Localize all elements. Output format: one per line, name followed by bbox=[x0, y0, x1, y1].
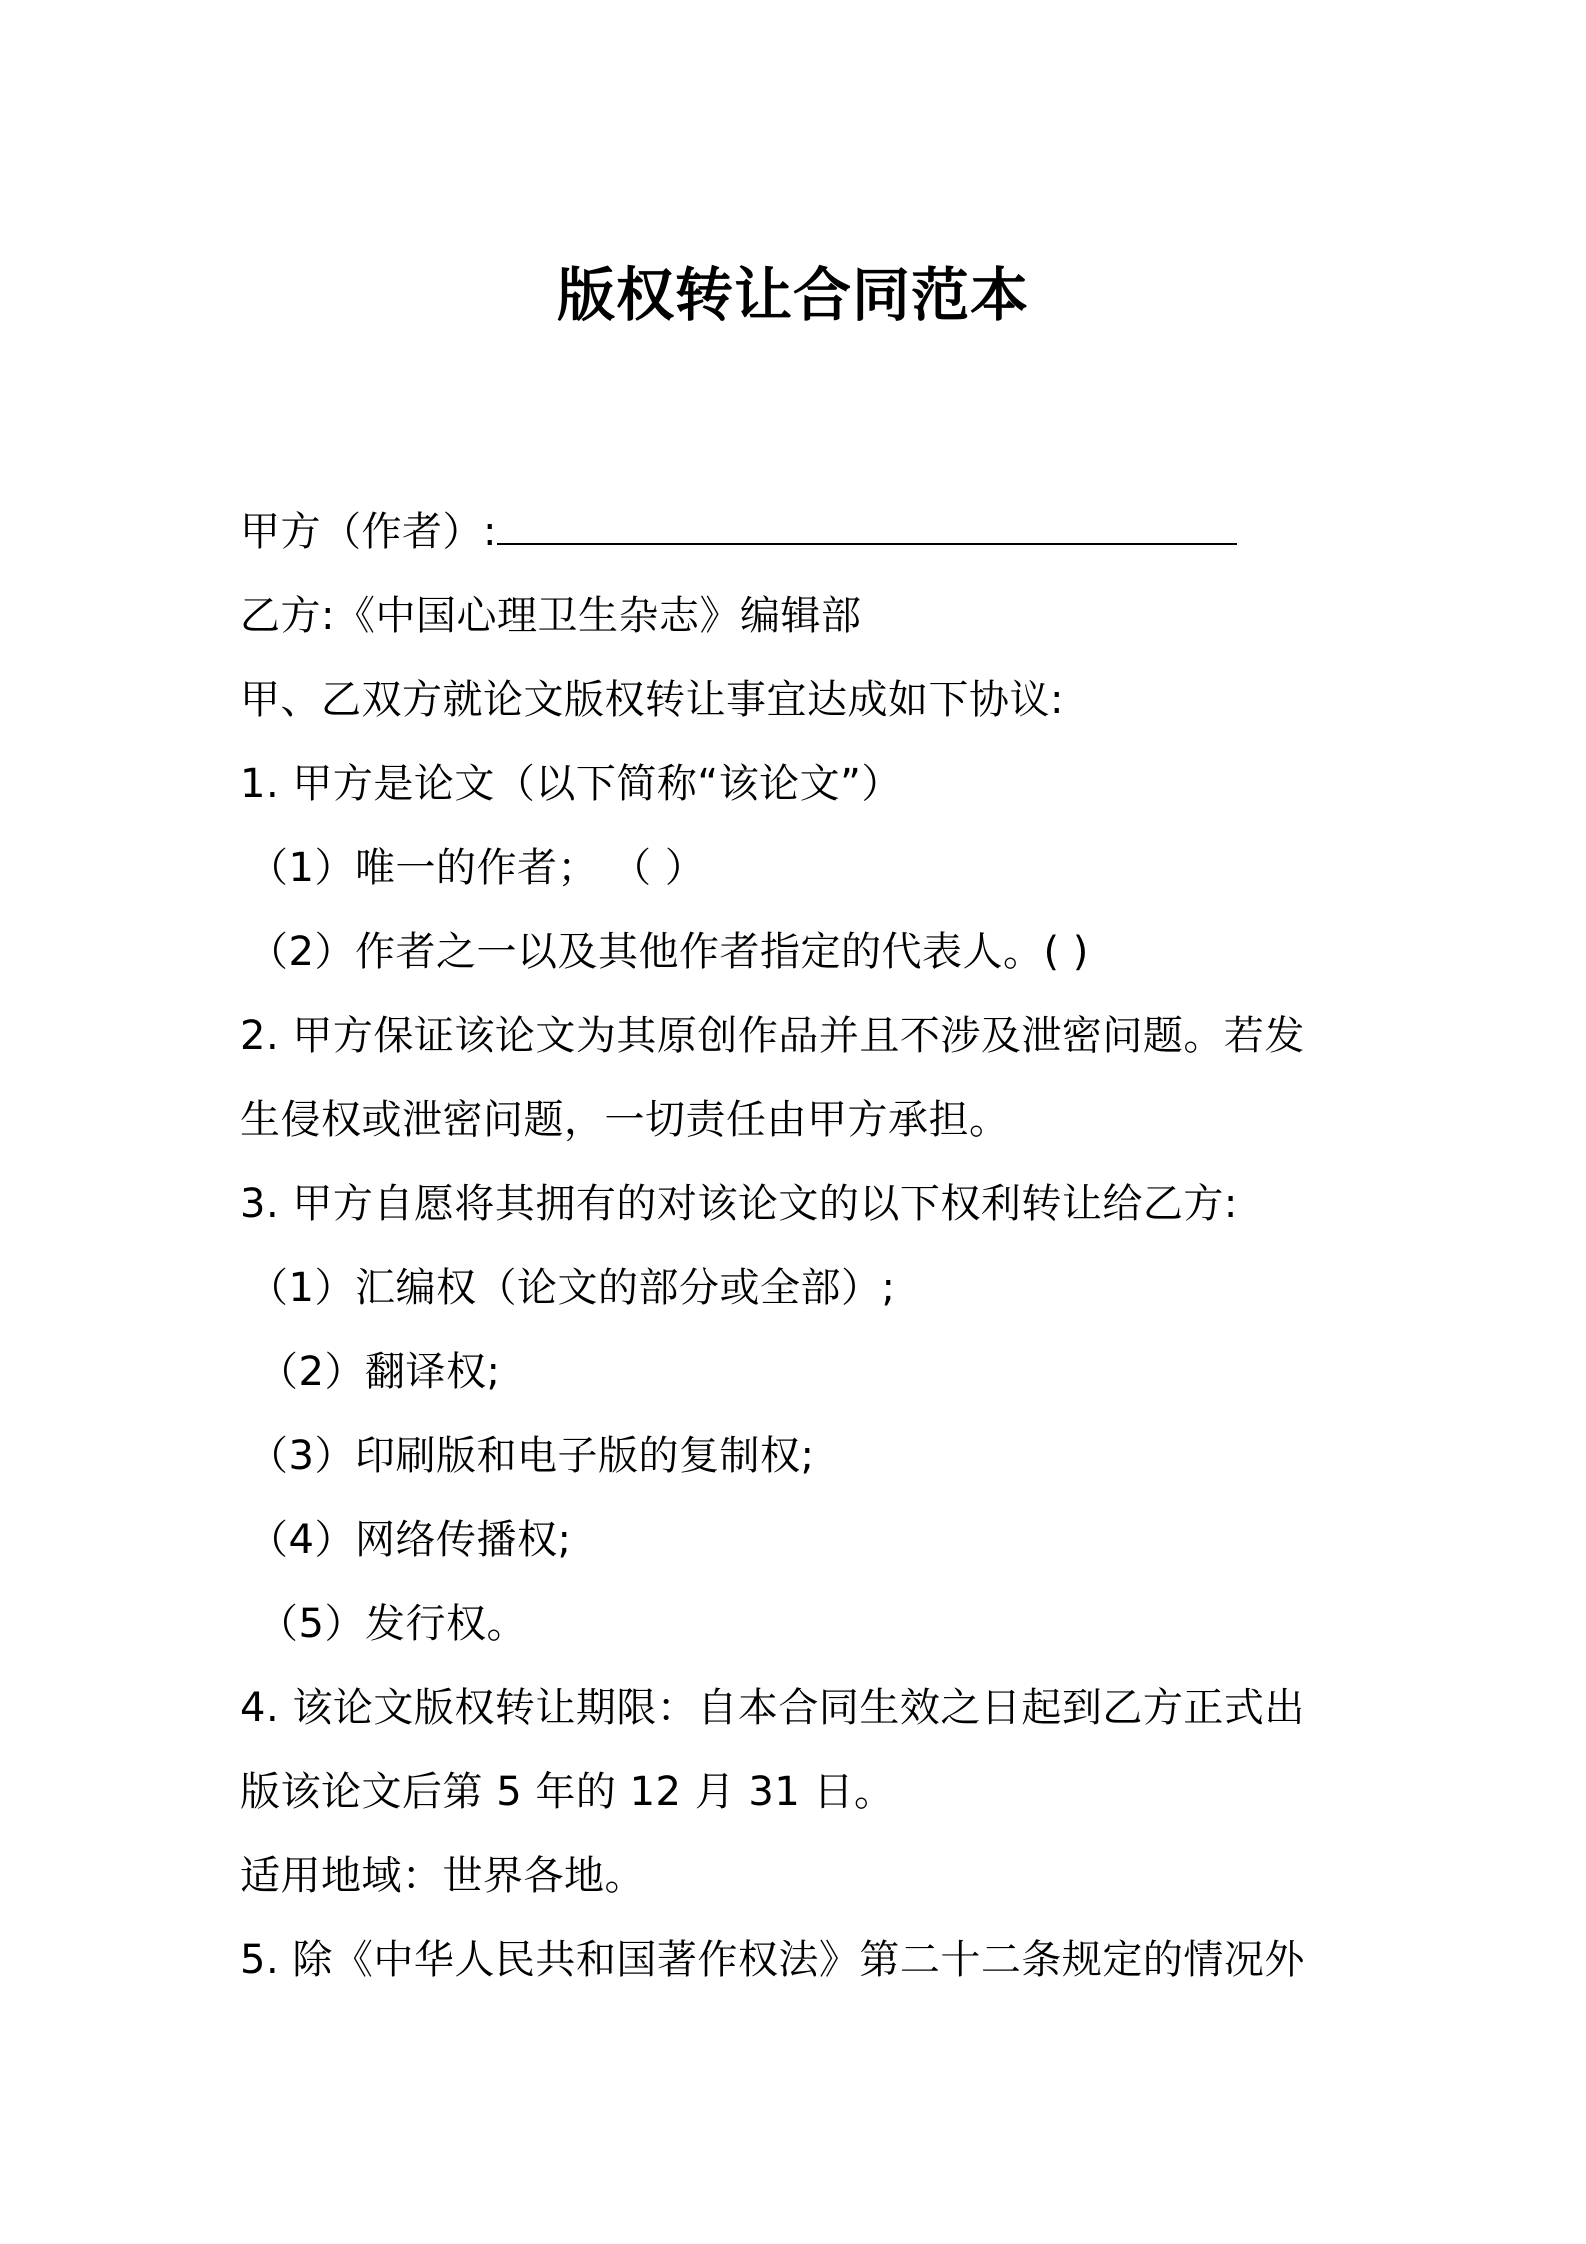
clause-1-option-2: （2）作者之一以及其他作者指定的代表人。( ) bbox=[248, 929, 1089, 975]
clause-2-line-1: 2. 甲方保证该论文为其原创作品并且不涉及泄密问题。若发 bbox=[240, 1013, 1305, 1059]
clause-4-line-1: 4. 该论文版权转让期限：自本合同生效之日起到乙方正式出 bbox=[240, 1685, 1305, 1731]
document-body bbox=[240, 490, 1370, 2002]
clause-4-line-2: 版该论文后第 5 年的 12 月 31 日。 bbox=[240, 1769, 895, 1815]
clause-3: 3. 甲方自愿将其拥有的对该论文的以下权利转让给乙方: bbox=[240, 1181, 1238, 1227]
clause-1: 1. 甲方是论文（以下简称“该论文”） bbox=[240, 761, 902, 807]
party-a-label: 甲方（作者）: bbox=[240, 509, 497, 555]
clause-1-option-1: （1）唯一的作者； （ ） bbox=[248, 845, 706, 891]
clause-5-line-1: 5. 除《中华人民共和国著作权法》第二十二条规定的情况外 bbox=[240, 1937, 1305, 1983]
party-a-line bbox=[240, 490, 1370, 574]
clause-3-item-3: （3）印刷版和电子版的复制权; bbox=[248, 1433, 815, 1479]
document-title: 版权转让合同范本 bbox=[556, 261, 1029, 329]
party-b-line: 乙方:《中国心理卫生杂志》编辑部 bbox=[240, 593, 862, 639]
clause-3-item-2: （2）翻译权; bbox=[258, 1349, 501, 1395]
clause-3-item-1: （1）汇编权（论文的部分或全部）; bbox=[248, 1265, 896, 1311]
clause-2-line-2: 生侵权或泄密问题，一切责任由甲方承担。 bbox=[240, 1097, 1010, 1143]
territory-line: 适用地域：世界各地。 bbox=[240, 1853, 645, 1899]
agreement-intro: 甲、乙双方就论文版权转让事宜达成如下协议: bbox=[240, 677, 1064, 723]
clause-3-item-5: （5）发行权。 bbox=[258, 1601, 527, 1647]
clause-3-item-4: （4）网络传播权; bbox=[248, 1517, 572, 1563]
party-a-blank-line bbox=[497, 537, 1237, 545]
